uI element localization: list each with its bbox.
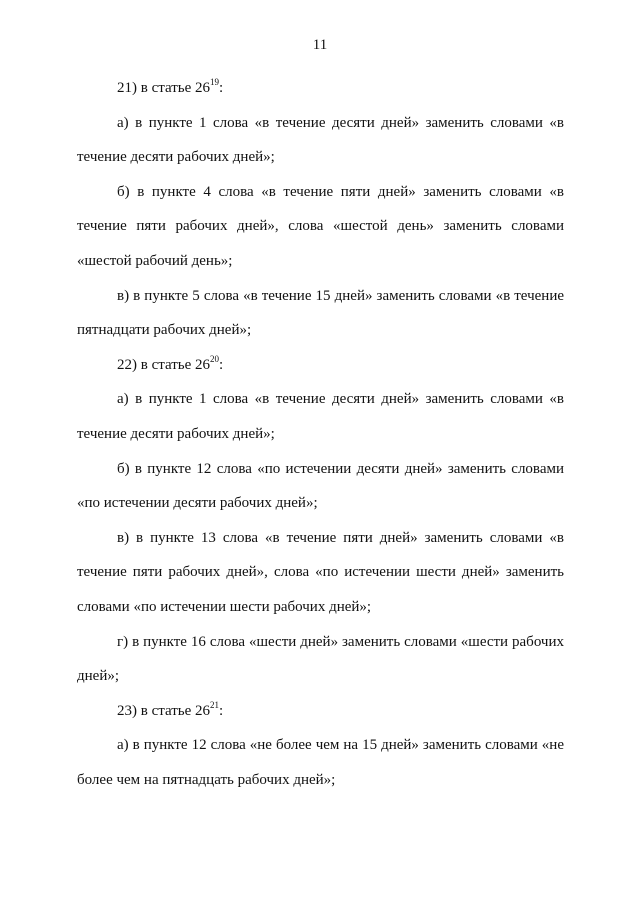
article-heading-suffix: :	[219, 80, 224, 96]
document-body	[77, 71, 564, 797]
amendment-item: а) в пункте 12 слова «не более чем на 15 дней» заменить словами «не более чем на пятнадцать рабочих дней»;	[77, 737, 564, 788]
article-heading-text: 23) в статье 26	[117, 702, 211, 719]
amendment-item: а) в пункте 1 слова «в течение десяти дней» заменить словами «в течение десяти рабочих дней»;	[77, 391, 564, 442]
amendment-item: а) в пункте 1 слова «в течение десяти дней» заменить словами «в течение десяти рабочих дней»;	[77, 114, 564, 166]
article-superscript: 19	[210, 77, 220, 87]
amendment-item: б) в пункте 4 слова «в течение пяти дней» заменить словами «в течение пяти рабочих дней», слова «шестой день» заменить словами «шестой рабочий день»;	[77, 183, 564, 269]
article-superscript: 21	[210, 699, 220, 710]
article-heading-22	[77, 348, 564, 383]
amendment-item: в) в пункте 13 слова «в течение пяти дней» заменить словами «в течение пяти рабочих дней», слова «по истечении шести дней» заменить словами «по истечении шести рабочих дней»;	[77, 529, 564, 615]
article-heading-21	[77, 71, 564, 106]
amendment-item: г) в пункте 16 слова «шести дней» заменить словами «шести рабочих дней»;	[77, 633, 564, 685]
article-superscript: 20	[210, 353, 220, 364]
page-number: 11	[312, 37, 328, 53]
article-heading-suffix: :	[219, 356, 224, 373]
amendment-item: в) в пункте 5 слова «в течение 15 дней» заменить словами «в течение пятнадцати рабочих дней»;	[77, 287, 564, 339]
article-heading-suffix: :	[219, 702, 224, 719]
article-heading-text: 22) в статье 26	[117, 356, 211, 373]
article-heading-23	[77, 694, 564, 729]
amendment-item: б) в пункте 12 слова «по истечении десяти дней» заменить словами «по истечении десяти рабочих дней»;	[77, 460, 564, 512]
article-heading-text: 21) в статье 26	[117, 80, 211, 96]
